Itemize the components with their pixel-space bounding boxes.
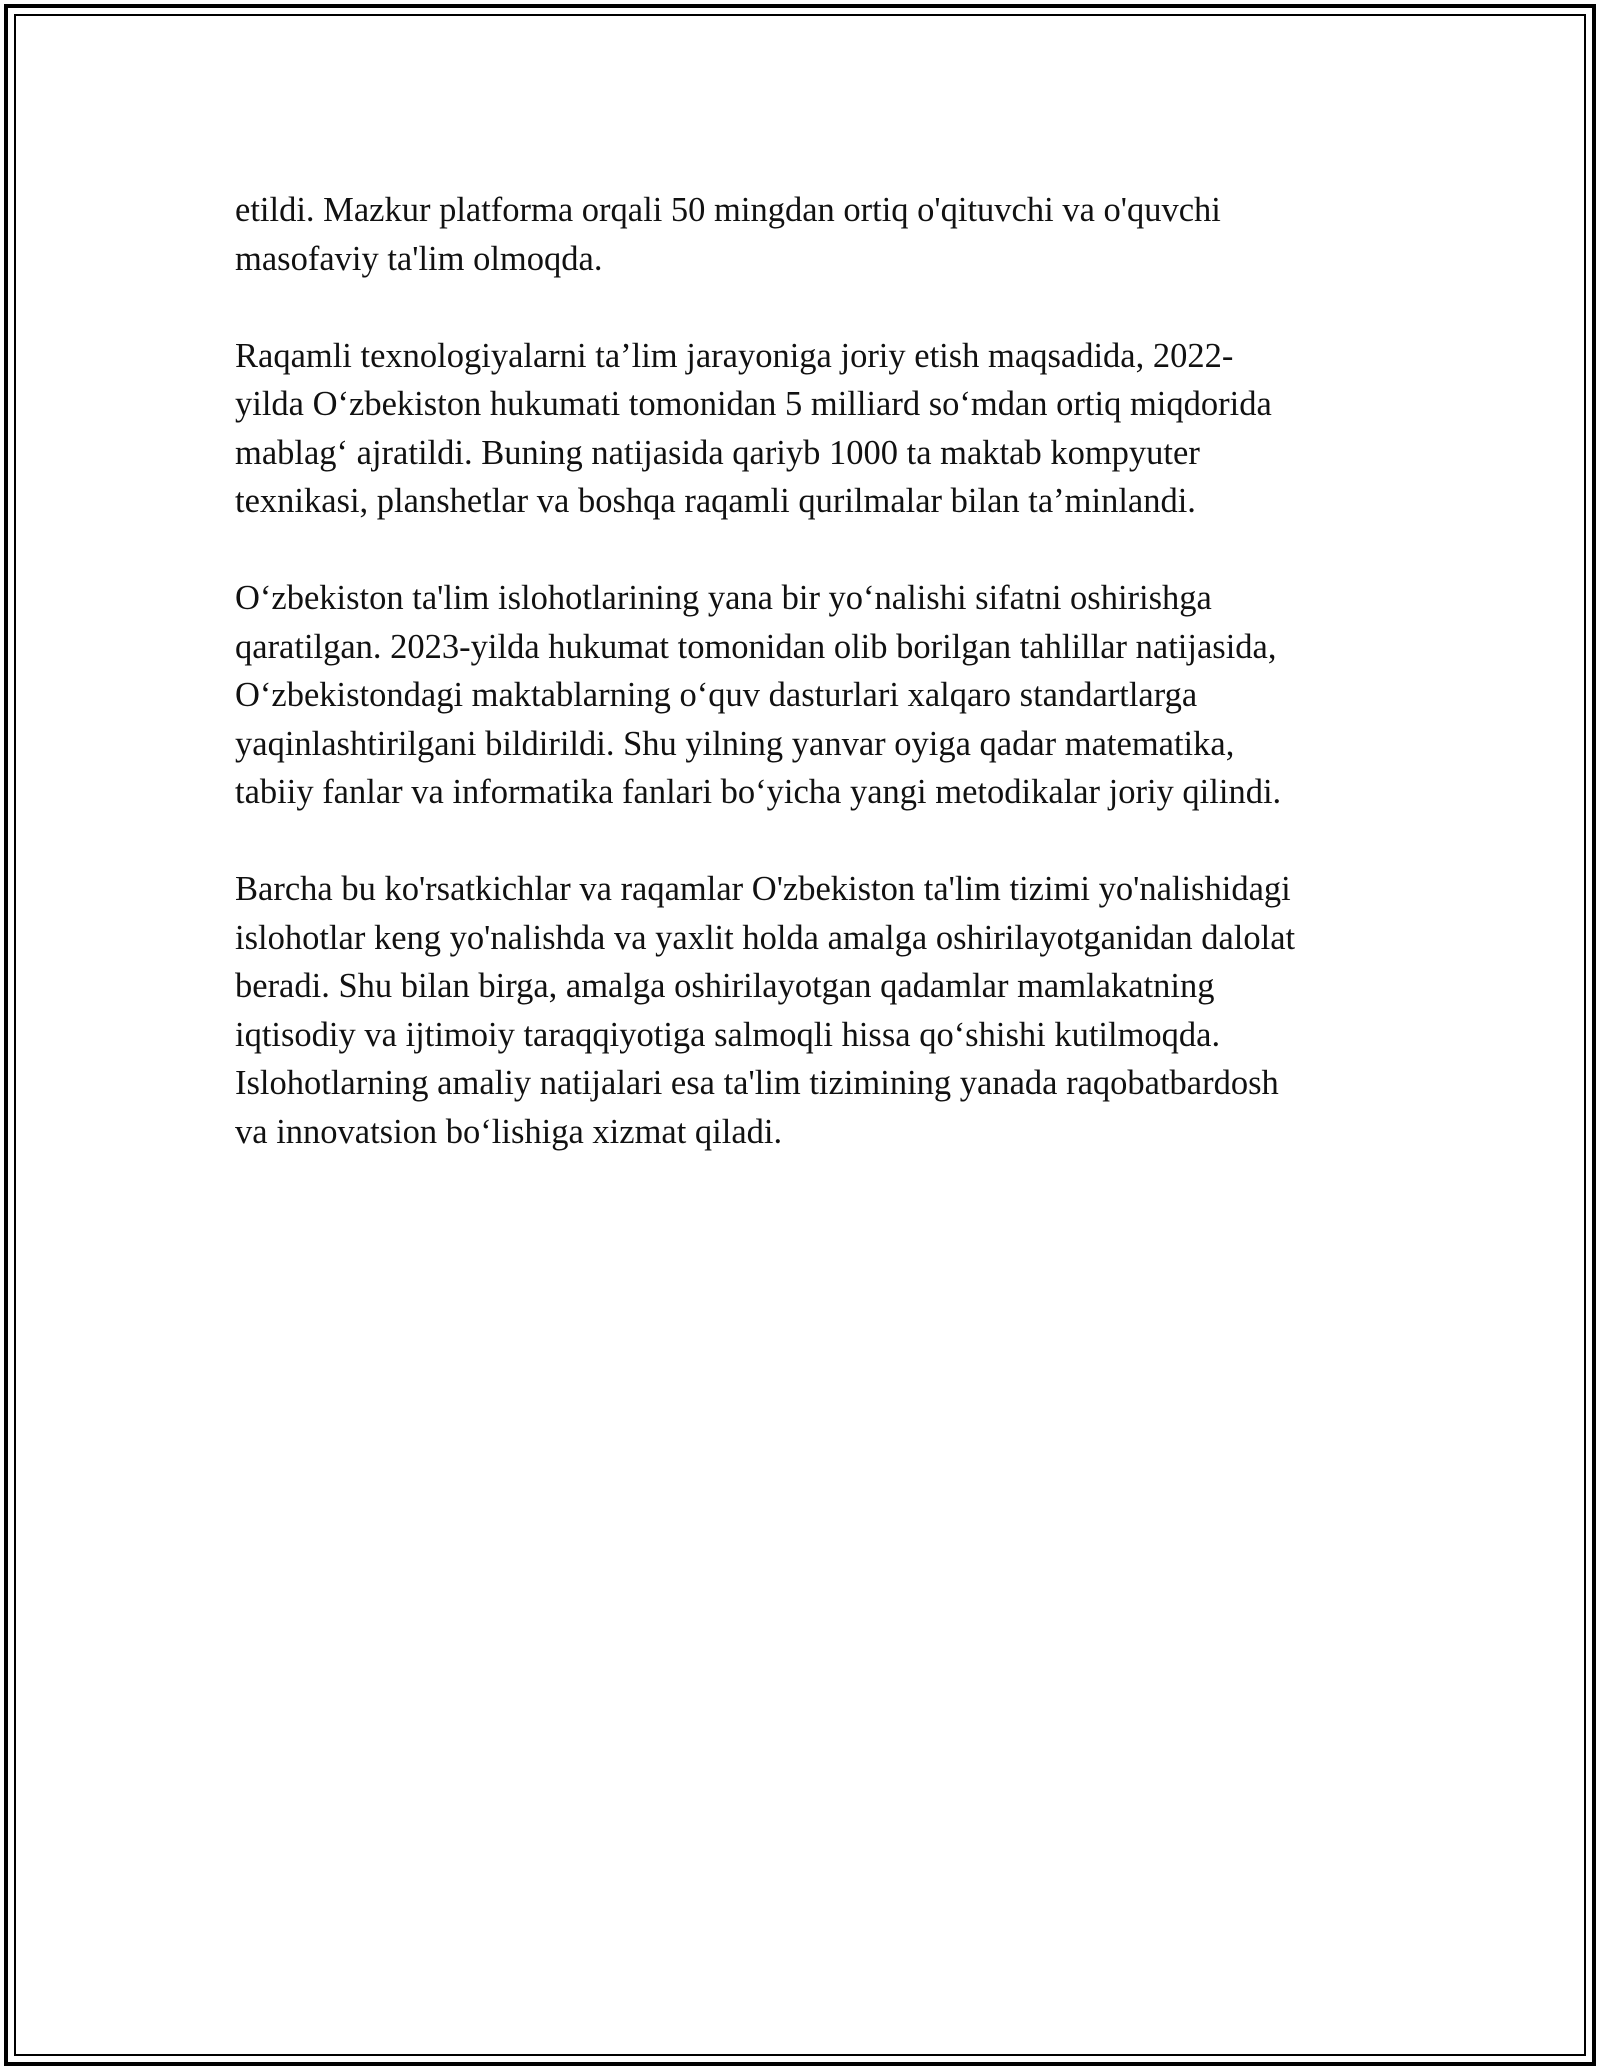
text-line: Barcha bu ko'rsatkichlar va raqamlar O'zbekiston ta'lim tizimi yo'nalishidagi bbox=[235, 870, 1291, 908]
text-line: mablag‘ ajratildi. Buning natijasida qariyb 1000 ta maktab kompyuter bbox=[235, 433, 1200, 472]
text-line: beradi. Shu bilan birga, amalga oshirilayotgan qadamlar mamlakatning bbox=[235, 967, 1215, 1005]
text-line: va innovatsion bo‘lishiga xizmat qiladi. bbox=[235, 1112, 783, 1151]
text-line: O‘zbekiston ta'lim islohotlarining yana bir yo‘nalishi sifatni oshirishga bbox=[235, 579, 1212, 617]
paragraph-1 bbox=[235, 186, 1385, 283]
paragraph-3 bbox=[235, 574, 1385, 817]
text-line: tabiiy fanlar va informatika fanlari bo‘yicha yangi metodikalar joriy qilindi. bbox=[235, 773, 1282, 811]
text-line: qaratilgan. 2023-yilda hukumat tomonidan olib borilgan tahlillar natijasida, bbox=[235, 627, 1277, 666]
text-line: masofaviy ta'lim olmoqda. bbox=[235, 239, 603, 278]
text-line: islohotlar keng yo'nalishda va yaxlit holda amalga oshirilayotganidan dalolat bbox=[235, 918, 1296, 957]
text-line: Islohotlarning amaliy natijalari esa ta'lim tizimining yanada raqobatbardosh bbox=[235, 1064, 1279, 1102]
text-line: yaqinlashtirilgani bildirildi. Shu yilning yanvar oyiga qadar matematika, bbox=[235, 724, 1235, 763]
text-line: yilda O‘zbekiston hukumati tomonidan 5 milliard so‘mdan ortiq miqdorida bbox=[235, 385, 1272, 423]
text-line: O‘zbekistondagi maktablarning o‘quv dasturlari xalqaro standartlarga bbox=[235, 676, 1198, 714]
text-line: iqtisodiy va ijtimoiy taraqqiyotiga salmoqli hissa qo‘shishi kutilmoqda. bbox=[235, 1015, 1221, 1054]
document-body bbox=[235, 186, 1385, 1205]
text-line: Raqamli texnologiyalarni ta’lim jarayoniga joriy etish maqsadida, 2022- bbox=[235, 336, 1234, 375]
text-line: etildi. Mazkur platforma orqali 50 mingdan ortiq o'qituvchi va o'quvchi bbox=[235, 191, 1221, 229]
paragraph-4 bbox=[235, 865, 1385, 1156]
text-line: texnikasi, planshetlar va boshqa raqamli qurilmalar bilan ta’minlandi. bbox=[235, 482, 1196, 520]
paragraph-2 bbox=[235, 332, 1385, 526]
